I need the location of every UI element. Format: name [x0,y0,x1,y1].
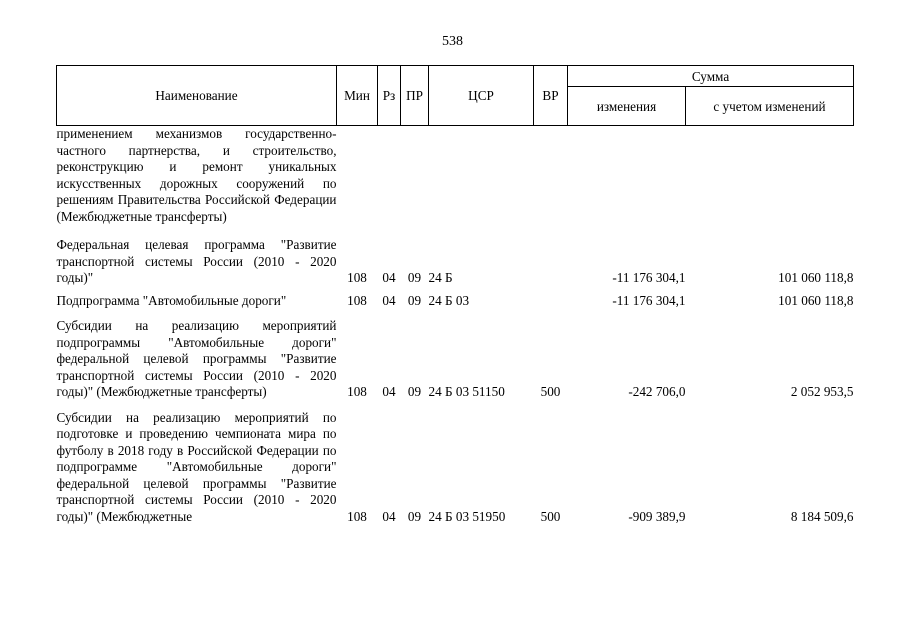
table-header [57,66,854,126]
row-name: Подпрограмма "Автомобильные дороги" [56,292,287,308]
row-pr: 09 [407,292,422,308]
row-pr: 09 [407,508,422,524]
row-min: 108 [347,508,367,524]
page-number: 538 [442,34,463,49]
row-min: 108 [347,384,367,399]
row-csr [429,126,534,226]
table-row [57,126,854,226]
row-total: 2 052 953,5 [790,384,854,399]
header-changes: изменения [568,87,686,126]
header-csr: ЦСР [429,66,534,126]
row-vr: 500 [540,384,561,399]
row-min: 108 [347,292,367,308]
row-csr: 24 Б 03 [428,292,470,308]
row-pr [401,126,429,226]
row-changes [568,126,686,226]
row-csr: 24 Б 03 51950 [428,508,506,524]
header-sum: Сумма [568,66,854,87]
header-rz: Рз [378,66,401,126]
row-min: 108 [347,270,367,285]
row-name: Субсидии на реализацию мероприятий подпрограммы "Автомобильные дороги" федеральной целевой программы "Развитие транспортной системы России (2010 - 2020 годы)" (Межбюджетные трансферты) [56,318,337,399]
row-pr: 09 [407,270,422,285]
row-changes: -11 176 304,1 [612,292,686,308]
table-row [57,287,854,310]
row-vr: 500 [540,508,561,524]
row-total: 8 184 509,6 [790,508,854,524]
row-changes: -909 389,9 [628,508,686,524]
table-row [57,225,854,287]
row-rz: 04 [382,292,396,308]
row-name: Федеральная целевая программа "Развитие транспортной системы России (2010 - 2020 годы)" [56,237,337,285]
header-with-changes: с учетом изменений [686,87,854,126]
row-name: применением механизмов государственно-частного партнерства, и строительство, реконструкцию и ремонт уникальных искусственных дорожных сооружений по решениям Правительства Российской Федерации (Межбюджетные трансферты) [56,126,337,224]
row-total [686,126,854,226]
row-vr [534,126,568,226]
budget-table [56,65,854,525]
row-changes: -242 706,0 [628,384,686,399]
header-min: Мин [337,66,378,126]
row-csr: 24 Б [428,270,453,285]
row-total: 101 060 118,8 [778,270,854,285]
row-name: Субсидии на реализацию мероприятий по подготовке и проведению чемпионата мира по футболу в 2018 году в Российской Федерации по подпрограмме "Автомобильные дороги" федеральной целевой программы "Развитие транспортной системы России (2010 - 2020 годы)" (Межбюджетные [56,409,337,524]
row-total: 101 060 118,8 [778,292,854,308]
row-vr [534,287,568,310]
row-csr: 24 Б 03 51150 [428,384,505,399]
row-pr: 09 [407,384,422,399]
row-changes: -11 176 304,1 [612,270,686,285]
row-rz: 04 [382,508,396,524]
row-rz: 04 [382,384,396,399]
header-name: Наименование [57,66,337,126]
row-vr [534,225,568,287]
header-vr: ВР [534,66,568,126]
header-pr: ПР [401,66,429,126]
table-row [57,309,854,401]
row-rz: 04 [382,270,396,285]
row-rz [378,126,401,226]
table-row [57,401,854,526]
row-min [337,126,378,226]
